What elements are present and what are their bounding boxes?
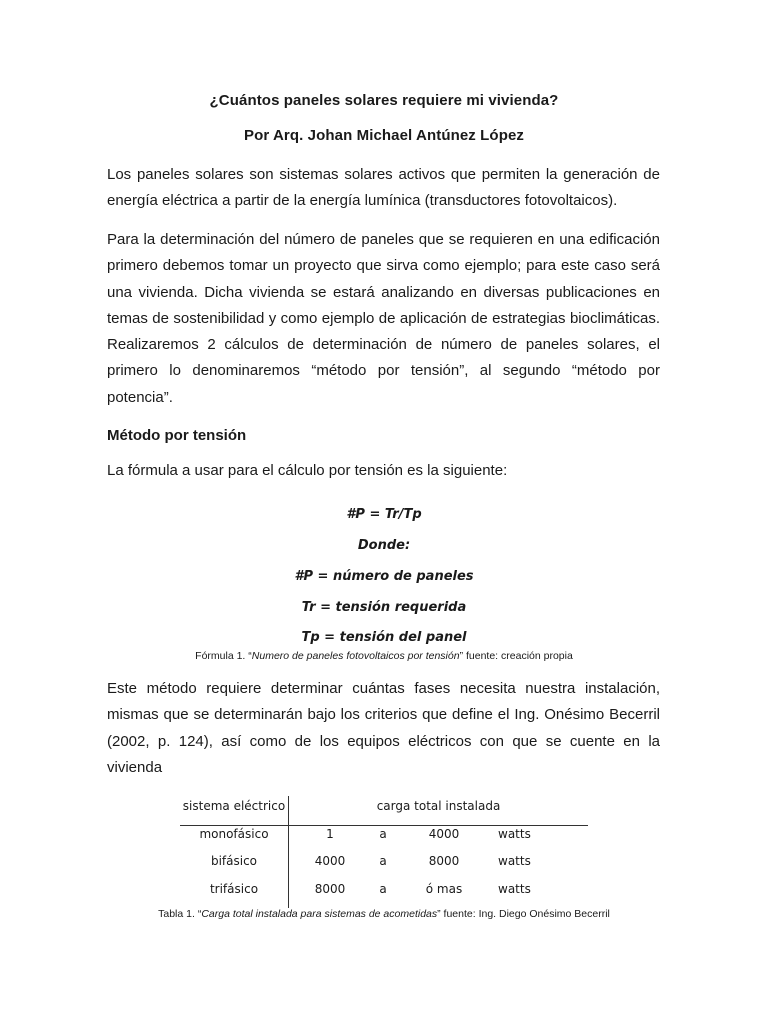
load-table xyxy=(180,796,588,908)
formula-definition-p: #P = número de paneles xyxy=(294,569,474,584)
formula-caption xyxy=(0,650,768,662)
phases-paragraph: Este método requiere determinar cuántas fases necesita nuestra instalación, mismas que se determinarán bajo los criterios que define el Ing. Onésimo Becerril (2002, p. 124), así como de los equipos eléctricos con que se cuente en la vivienda xyxy=(107,680,660,776)
table-header-load: carga total instalada xyxy=(376,799,501,813)
cell-to: ó mas xyxy=(425,882,463,896)
cell-from: 4000 xyxy=(314,854,346,868)
cell-separator: a xyxy=(379,854,387,868)
table-caption xyxy=(0,908,768,920)
cell-from: 1 xyxy=(326,827,334,841)
cell-unit: watts xyxy=(498,827,531,841)
cell-unit: watts xyxy=(498,854,531,868)
table-row xyxy=(180,827,588,847)
cell-separator: a xyxy=(379,882,387,896)
formula-where-label: Donde: xyxy=(357,538,411,553)
table-caption-prefix: Tabla 1. “ xyxy=(158,908,202,920)
formula-intro-paragraph: La fórmula a usar para el cálculo por tensión es la siguiente: xyxy=(107,462,508,479)
table-row xyxy=(180,854,588,874)
formula-definition-tr: Tr = tensión requerida xyxy=(301,600,467,615)
cell-from: 8000 xyxy=(314,882,346,896)
cell-system: monofásico xyxy=(199,827,269,841)
cell-system: trifásico xyxy=(209,882,259,896)
intro-paragraph: Los paneles solares son sistemas solares activos que permiten la generación de energía eléctrica a partir de la energía lumínica (transductores fotovoltaicos). xyxy=(107,166,660,210)
formula-caption-source: ” fuente: creación propia xyxy=(459,650,573,662)
cell-to: 4000 xyxy=(428,827,460,841)
cell-to: 8000 xyxy=(428,854,460,868)
cell-separator: a xyxy=(379,827,387,841)
formula-equation: #P = Tr/Tp xyxy=(346,507,422,522)
table-caption-source: ” fuente: Ing. Diego Onésimo Becerril xyxy=(437,908,610,920)
table-header-system: sistema eléctrico xyxy=(182,799,286,813)
cell-system: bifásico xyxy=(210,854,258,868)
table-caption-title: Carga total instalada para sistemas de acometidas xyxy=(201,908,438,920)
table-header-divider xyxy=(180,825,588,826)
formula-caption-prefix: Fórmula 1. “ xyxy=(195,650,252,662)
formula-caption-title: Numero de paneles fotovoltaicos por tensión xyxy=(251,650,460,662)
cell-unit: watts xyxy=(498,882,531,896)
methods-paragraph: Para la determinación del número de paneles que se requieren en una edificación primero debemos tomar un proyecto que sirva como ejemplo; para este caso será una vivienda. Dicha vivienda se estará analizando en diversas publicaciones en temas de sostenibilidad y como ejemplo de aplicación de estrategias bioclimáticas. Realizaremos 2 cálculos de determinación de número de paneles solares, el primero lo denominaremos “método por tensión”, al segundo “método por potencia”. xyxy=(107,231,660,406)
table-row xyxy=(180,882,588,902)
section-heading: Método por tensión xyxy=(107,427,247,444)
formula-definition-tp: Tp = tensión del panel xyxy=(301,630,467,645)
document-author: Por Arq. Johan Michael Antúnez López xyxy=(243,127,524,144)
document-title: ¿Cuántos paneles solares requiere mi vivienda? xyxy=(209,92,559,109)
